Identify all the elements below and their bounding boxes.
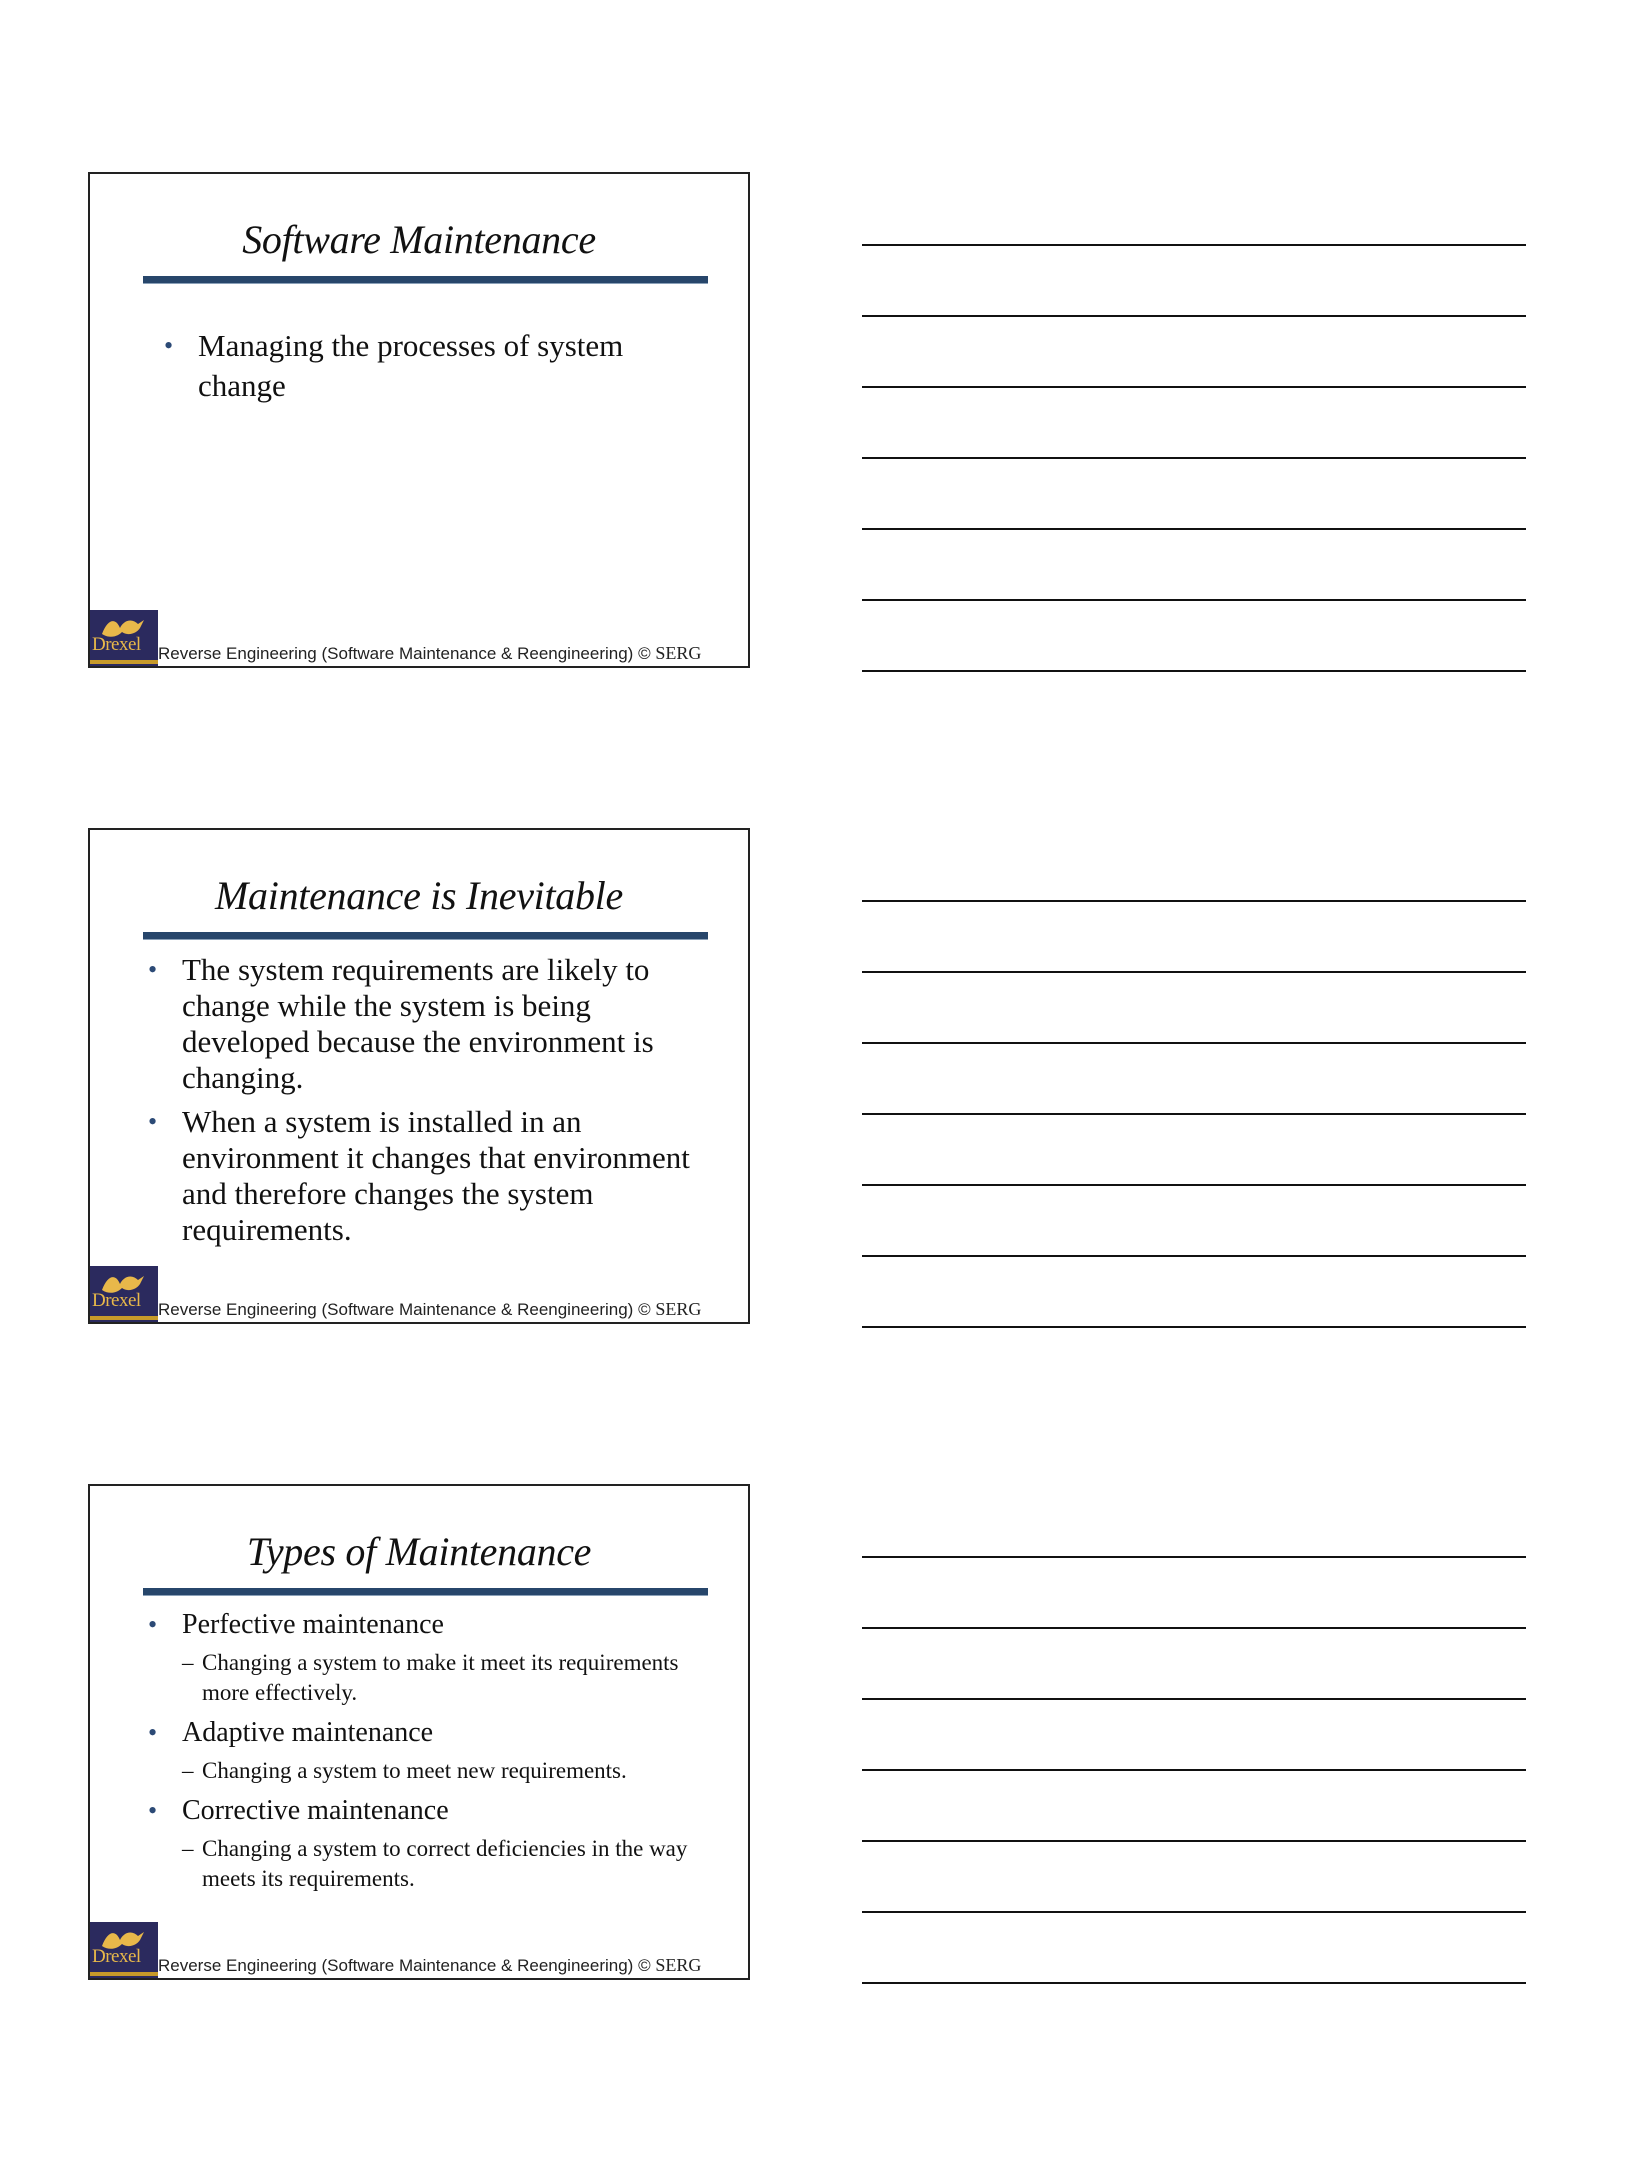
slide-footer xyxy=(90,610,748,666)
bullet-item: • Adaptive maintenance xyxy=(146,1716,708,1750)
slide-2 xyxy=(88,828,750,1324)
group-name: SERG xyxy=(655,643,702,663)
slide-title: Maintenance is Inevitable xyxy=(215,873,623,918)
note-line xyxy=(862,1326,1526,1328)
logo-text: Drexel xyxy=(92,634,141,655)
note-line xyxy=(862,1627,1526,1629)
note-line xyxy=(862,457,1526,459)
note-line xyxy=(862,1556,1526,1558)
logo-strip xyxy=(90,660,158,664)
course-name: Reverse Engineering (Software Maintenance & Reengineering) xyxy=(158,1956,634,1975)
bullet-item: • When a system is installed in an environment it changes that environment and therefore changes the system requirements. xyxy=(146,1104,708,1248)
title-rule xyxy=(143,932,708,940)
course-name: Reverse Engineering (Software Maintenance & Reengineering) xyxy=(158,1300,634,1319)
slide-footer xyxy=(90,1266,748,1322)
bullet-item: • Corrective maintenance xyxy=(146,1794,708,1828)
drexel-logo xyxy=(90,1922,158,1978)
note-line xyxy=(862,1042,1526,1044)
slide-body xyxy=(146,1608,708,1894)
note-line xyxy=(862,670,1526,672)
footer-text xyxy=(158,1299,701,1320)
group-name: SERG xyxy=(655,1955,702,1975)
logo-strip xyxy=(90,1972,158,1976)
logo-text: Drexel xyxy=(92,1290,141,1311)
title-rule xyxy=(143,1588,708,1596)
note-line xyxy=(862,244,1526,246)
note-line xyxy=(862,528,1526,530)
course-name: Reverse Engineering (Software Maintenance & Reengineering) xyxy=(158,644,634,663)
sub-bullet-item: – Changing a system to meet new requirements. xyxy=(146,1756,708,1786)
sub-bullet-item: – Changing a system to make it meet its requirements more effectively. xyxy=(146,1648,708,1708)
copyright-symbol: © xyxy=(638,1956,651,1975)
note-line xyxy=(862,599,1526,601)
note-line xyxy=(862,315,1526,317)
copyright-symbol: © xyxy=(638,644,651,663)
logo-strip xyxy=(90,1316,158,1320)
note-line xyxy=(862,1911,1526,1913)
slide-1 xyxy=(88,172,750,668)
logo-text: Drexel xyxy=(92,1946,141,1967)
drexel-logo xyxy=(90,1266,158,1322)
bullet-item: • The system requirements are likely to change while the system is being developed because the environment is changing. xyxy=(146,952,708,1096)
sub-bullet-item: – Changing a system to correct deficiencies in the way meets its requirements. xyxy=(146,1834,708,1894)
slide-title: Types of Maintenance xyxy=(246,1529,592,1574)
note-line xyxy=(862,1184,1526,1186)
slide-body xyxy=(146,952,708,1248)
slide-body xyxy=(162,326,658,406)
note-line xyxy=(862,971,1526,973)
slide-footer xyxy=(90,1922,748,1978)
note-line xyxy=(862,1113,1526,1115)
note-line xyxy=(862,386,1526,388)
note-line xyxy=(862,900,1526,902)
group-name: SERG xyxy=(655,1299,702,1319)
title-rule xyxy=(143,276,708,284)
note-line xyxy=(862,1769,1526,1771)
bullet-item: • Managing the processes of system change xyxy=(162,326,658,406)
slide-title: Software Maintenance xyxy=(242,217,596,262)
footer-text xyxy=(158,1955,701,1976)
copyright-symbol: © xyxy=(638,1300,651,1319)
note-line xyxy=(862,1840,1526,1842)
note-line xyxy=(862,1698,1526,1700)
drexel-logo xyxy=(90,610,158,666)
note-line xyxy=(862,1982,1526,1984)
note-line xyxy=(862,1255,1526,1257)
footer-text xyxy=(158,643,701,664)
slide-3 xyxy=(88,1484,750,1980)
bullet-item: • Perfective maintenance xyxy=(146,1608,708,1642)
